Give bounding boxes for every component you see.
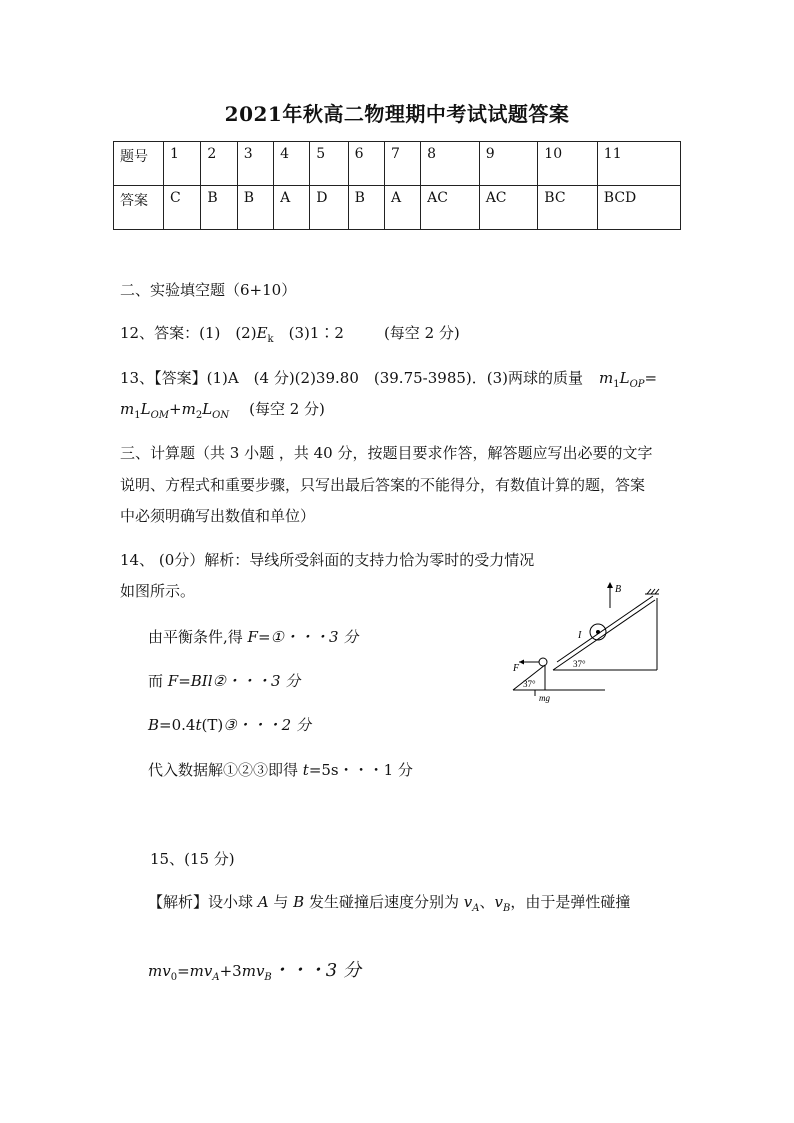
table-cell: 7 bbox=[385, 142, 421, 186]
q13-l: L bbox=[619, 369, 630, 387]
answer-table bbox=[113, 141, 681, 230]
label-i: I bbox=[578, 630, 582, 641]
q14-step1-eq: F=①・・・3 分 bbox=[247, 628, 359, 646]
label-b: B bbox=[615, 584, 622, 595]
q13-m: m bbox=[599, 369, 614, 387]
q14-step-2 bbox=[148, 670, 300, 691]
q15-equation bbox=[148, 956, 361, 983]
table-cell: D bbox=[310, 186, 348, 230]
label-f: F bbox=[513, 663, 520, 674]
q13-l2-sub: ON bbox=[212, 410, 230, 421]
table-cell: C bbox=[164, 186, 201, 230]
large-incline bbox=[553, 600, 655, 670]
table-cell: BCD bbox=[597, 186, 680, 230]
q14-step1-text: 由平衡条件,得 bbox=[148, 628, 248, 646]
q13-line-2 bbox=[120, 398, 325, 421]
b-arrowhead bbox=[607, 582, 613, 588]
q15-eq-mva: mv bbox=[189, 962, 213, 980]
label-mg: mg bbox=[539, 693, 550, 703]
hatch-mark bbox=[655, 589, 659, 594]
q15-eq-mvb: mv bbox=[241, 962, 265, 980]
q12-answer bbox=[120, 322, 460, 345]
q14-line-2: 如图所示。 bbox=[120, 582, 196, 600]
q12-note: (每空 2 分) bbox=[383, 324, 460, 342]
table-cell: AC bbox=[421, 186, 480, 230]
q13-line-1 bbox=[120, 367, 657, 390]
q15-va-sub: A bbox=[472, 903, 480, 914]
q14-step3-score: ③・・・2 分 bbox=[223, 716, 311, 734]
hatch-mark bbox=[647, 589, 651, 594]
section-2-heading: 二、实验填空题（6+10） bbox=[120, 281, 297, 299]
q14-step2-eq: F=BIl②・・・3 分 bbox=[167, 672, 301, 690]
q15-eq-score: ・・・3 分 bbox=[271, 960, 361, 981]
table-cell: 3 bbox=[237, 142, 273, 186]
q14-step3-b: B bbox=[148, 716, 160, 734]
q13-m2-sub: 2 bbox=[195, 410, 203, 421]
table-cell: AC bbox=[479, 186, 538, 230]
force-diagram bbox=[505, 578, 675, 708]
q15-eq-plus3: +3 bbox=[219, 962, 242, 980]
q15-b: B bbox=[293, 893, 305, 911]
f-arrowhead bbox=[519, 660, 524, 665]
table-header-cell: 题号 bbox=[114, 142, 164, 186]
q14-step4-text: 代入数据解①②③即得 bbox=[148, 761, 303, 779]
table-cell: 11 bbox=[597, 142, 680, 186]
q14-step4-tail: =5s・・・1 分 bbox=[308, 761, 413, 779]
table-cell: A bbox=[385, 186, 421, 230]
q14-step-3 bbox=[148, 714, 311, 735]
table-cell: 9 bbox=[479, 142, 538, 186]
q14-step-4 bbox=[148, 759, 413, 780]
q15-vb-sub: B bbox=[502, 903, 511, 914]
q13-m2: m bbox=[181, 400, 196, 418]
q15-eq-sub0: 0 bbox=[170, 972, 178, 983]
table-cell: 5 bbox=[310, 142, 348, 186]
q15-vb: v bbox=[494, 893, 503, 911]
q13-plus: + bbox=[169, 400, 182, 418]
table-cell: 10 bbox=[538, 142, 598, 186]
q13-l2: L bbox=[202, 400, 213, 418]
q15-eq-equals: = bbox=[177, 962, 190, 980]
q12-prefix: 12、答案：(1) (2) bbox=[120, 324, 257, 342]
q12-ek-sub: k bbox=[267, 334, 274, 345]
table-cell: B bbox=[348, 186, 384, 230]
q15-sep: 、 bbox=[479, 893, 495, 911]
q15-text-c: 发生碰撞后速度分别为 bbox=[304, 893, 464, 911]
q13-text: 13、【答案】(1)A (4 分)(2)39.80 (39.75-3985)．(3)两球的质量 bbox=[120, 369, 584, 387]
q15-text-a: 【解析】设小球 bbox=[148, 893, 258, 911]
table-row bbox=[114, 186, 681, 230]
q12-middle: (3)1∶2 bbox=[273, 324, 344, 342]
q14-step3-t: t bbox=[195, 716, 202, 734]
table-cell: BC bbox=[538, 186, 598, 230]
q15-eq-subb: B bbox=[264, 972, 272, 983]
current-dot bbox=[596, 630, 600, 634]
section-3-line-1: 三、计算题（共 3 小题 ，共 40 分，按题目要求作答，解答题应写出必要的文字 bbox=[120, 444, 653, 462]
q15-header: 15、(15 分) bbox=[150, 850, 235, 868]
q14-line-1: 14、 (0分）解析：导线所受斜面的支持力恰为零时的受力情况 bbox=[120, 551, 535, 569]
page-title: 2021年秋高二物理期中考试试题答案 bbox=[224, 102, 570, 126]
table-header-cell: 答案 bbox=[114, 186, 164, 230]
table-cell: A bbox=[274, 186, 310, 230]
q13-note: (每空 2 分) bbox=[249, 400, 325, 418]
small-ball bbox=[539, 658, 547, 666]
q14-step3-unit: (T) bbox=[201, 716, 224, 734]
table-cell: 8 bbox=[421, 142, 480, 186]
table-cell: 1 bbox=[164, 142, 201, 186]
table-cell: B bbox=[201, 186, 237, 230]
q14-step3-val: =0.4 bbox=[159, 716, 196, 734]
q13-m1-sub: 1 bbox=[134, 410, 141, 421]
q13-m-sub: 1 bbox=[613, 379, 620, 390]
section-3-line-3: 中必须明确写出数值和单位） bbox=[120, 507, 316, 525]
angle-top: 37° bbox=[573, 659, 586, 669]
q15-text-d: ，由于是弹性碰撞 bbox=[510, 893, 631, 911]
table-cell: B bbox=[237, 186, 273, 230]
q15-a: A bbox=[257, 893, 269, 911]
q15-eq-suba: A bbox=[212, 972, 220, 983]
section-3-line-2: 说明、方程式和重要步骤，只写出最后答案的不能得分，有数值计算的题，答案 bbox=[120, 476, 646, 494]
angle-bottom: 37° bbox=[523, 679, 536, 689]
table-cell: 2 bbox=[201, 142, 237, 186]
q14-step4-t: t bbox=[302, 761, 309, 779]
table-cell: 4 bbox=[274, 142, 310, 186]
q13-l1-sub: OM bbox=[150, 410, 170, 421]
q13-m1: m bbox=[120, 400, 135, 418]
q13-eq: = bbox=[644, 369, 658, 387]
table-cell: 6 bbox=[348, 142, 384, 186]
q15-line-1 bbox=[148, 891, 630, 914]
q14-step-1 bbox=[148, 626, 358, 647]
hatch-mark bbox=[651, 589, 655, 594]
q14-step2-text: 而 bbox=[148, 672, 168, 690]
q15-text-b: 与 bbox=[268, 893, 294, 911]
table-row bbox=[114, 142, 681, 186]
q12-ek: E bbox=[256, 324, 268, 342]
q13-l1: L bbox=[140, 400, 151, 418]
q15-eq-mv0: mv bbox=[148, 962, 171, 980]
q15-va: v bbox=[463, 893, 473, 911]
q13-l-sub: OP bbox=[629, 379, 645, 390]
